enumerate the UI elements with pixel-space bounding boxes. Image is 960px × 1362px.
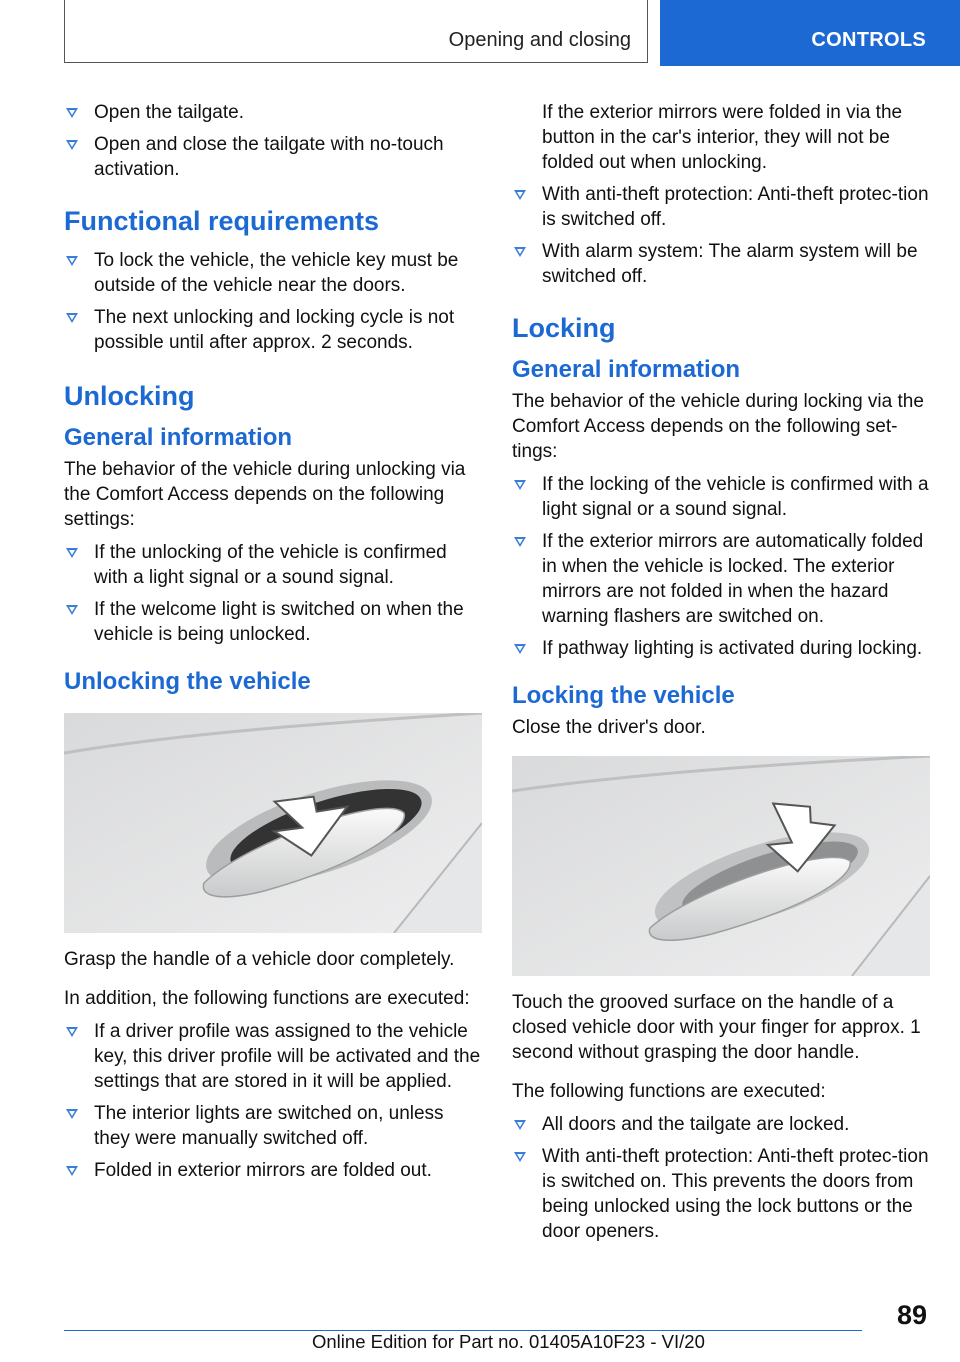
tailgate-list	[64, 100, 482, 182]
heading-general-information: General information	[512, 356, 741, 383]
list-item: Open the tailgate.	[64, 100, 482, 125]
door-handle-touch-image	[512, 756, 930, 976]
list-item: If the locking of the vehicle is confirmed with a light signal or a sound signal.	[512, 472, 930, 522]
door-handle-grasp-image	[64, 713, 482, 933]
list-item: The next unlocking and locking cycle is not possible until after approx. 2 seconds.	[64, 305, 482, 355]
list-item: All doors and the tailgate are locked.	[512, 1112, 930, 1137]
section-title: Opening and closing	[448, 29, 631, 51]
list-item: If the unlocking of the vehicle is confirmed with a light signal or a sound signal.	[64, 540, 482, 590]
list-item: With alarm system: The alarm system will be switched off.	[512, 239, 930, 289]
list-item: To lock the vehicle, the vehicle key must be outside of the vehicle near the doors.	[64, 248, 482, 298]
triangle-bullet-icon	[514, 190, 526, 200]
edition-text: Online Edition for Part no. 01405A10F23 - VI/20	[312, 1331, 705, 1352]
triangle-bullet-icon	[514, 644, 526, 654]
list-item: With anti-theft protection: Anti-theft protec-tion is switched on. This prevents the doors from being unlocked using the lock buttons or the door openers.	[512, 1144, 930, 1244]
right-column	[512, 100, 930, 1251]
triangle-bullet-icon	[514, 537, 526, 547]
triangle-bullet-icon	[514, 1120, 526, 1130]
additional-list	[64, 1019, 482, 1183]
triangle-bullet-icon	[514, 480, 526, 490]
functional-list	[64, 248, 482, 355]
list-item: If pathway lighting is activated during locking.	[512, 636, 930, 661]
additional-text: In addition, the following functions are executed:	[64, 988, 470, 1009]
header-section-box	[64, 0, 648, 63]
triangle-bullet-icon	[66, 1166, 78, 1176]
triangle-bullet-icon	[514, 247, 526, 257]
list-item: If the exterior mirrors are automatically folded in when the vehicle is locked. The exterior mirrors are not folded in when the hazard warning flashers are switched on.	[512, 529, 930, 629]
heading-unlocking: Unlocking	[64, 381, 195, 411]
triangle-bullet-icon	[66, 605, 78, 615]
triangle-bullet-icon	[66, 256, 78, 266]
list-item: If a driver profile was assigned to the vehicle key, this driver profile will be activated and the settings that are stored in it will be applied.	[64, 1019, 482, 1094]
touch-text: Touch the grooved surface on the handle of a closed vehicle door with your finger for approx. 1 second without grasping the door handle.	[512, 992, 921, 1063]
list-item: The interior lights are switched on, unless they were manually switched off.	[64, 1101, 482, 1151]
heading-general-information: General information	[64, 424, 293, 451]
locking-functions-list	[512, 1112, 930, 1244]
heading-functional-requirements: Functional requirements	[64, 206, 380, 236]
general-text: The behavior of the vehicle during locking via the Comfort Access depends on the following set-tings:	[512, 391, 924, 462]
list-item: If the welcome light is switched on when the vehicle is being unlocked.	[64, 597, 482, 647]
page-number: 89	[896, 1300, 927, 1330]
heading-locking-the-vehicle: Locking the vehicle	[512, 682, 735, 709]
chapter-tab-label: CONTROLS	[811, 29, 926, 51]
close-door-text: Close the driver's door.	[512, 717, 706, 738]
triangle-bullet-icon	[514, 1152, 526, 1162]
general-list	[64, 540, 482, 647]
heading-unlocking-the-vehicle: Unlocking the vehicle	[64, 668, 311, 695]
triangle-bullet-icon	[66, 1027, 78, 1037]
following-text: The following functions are executed:	[512, 1081, 826, 1102]
anti-theft-list	[512, 182, 930, 289]
list-item: Folded in exterior mirrors are folded out.	[64, 1158, 482, 1183]
locking-general-list	[512, 472, 930, 661]
triangle-bullet-icon	[66, 1109, 78, 1119]
triangle-bullet-icon	[66, 140, 78, 150]
chapter-tab[interactable]	[660, 0, 960, 66]
triangle-bullet-icon	[66, 548, 78, 558]
triangle-bullet-icon	[66, 108, 78, 118]
heading-locking: Locking	[512, 313, 616, 343]
continued-text: If the exterior mirrors were folded in via the button in the car's interior, they will not be folded out when unlocking.	[542, 102, 903, 173]
general-text: The behavior of the vehicle during unlocking via the Comfort Access depends on the following settings:	[64, 459, 466, 530]
grasp-text: Grasp the handle of a vehicle door completely.	[64, 949, 455, 970]
triangle-bullet-icon	[66, 313, 78, 323]
list-item: Open and close the tailgate with no-touch activation.	[64, 132, 482, 182]
list-item: With anti-theft protection: Anti-theft protec-tion is switched off.	[512, 182, 930, 232]
left-column	[64, 100, 482, 1190]
